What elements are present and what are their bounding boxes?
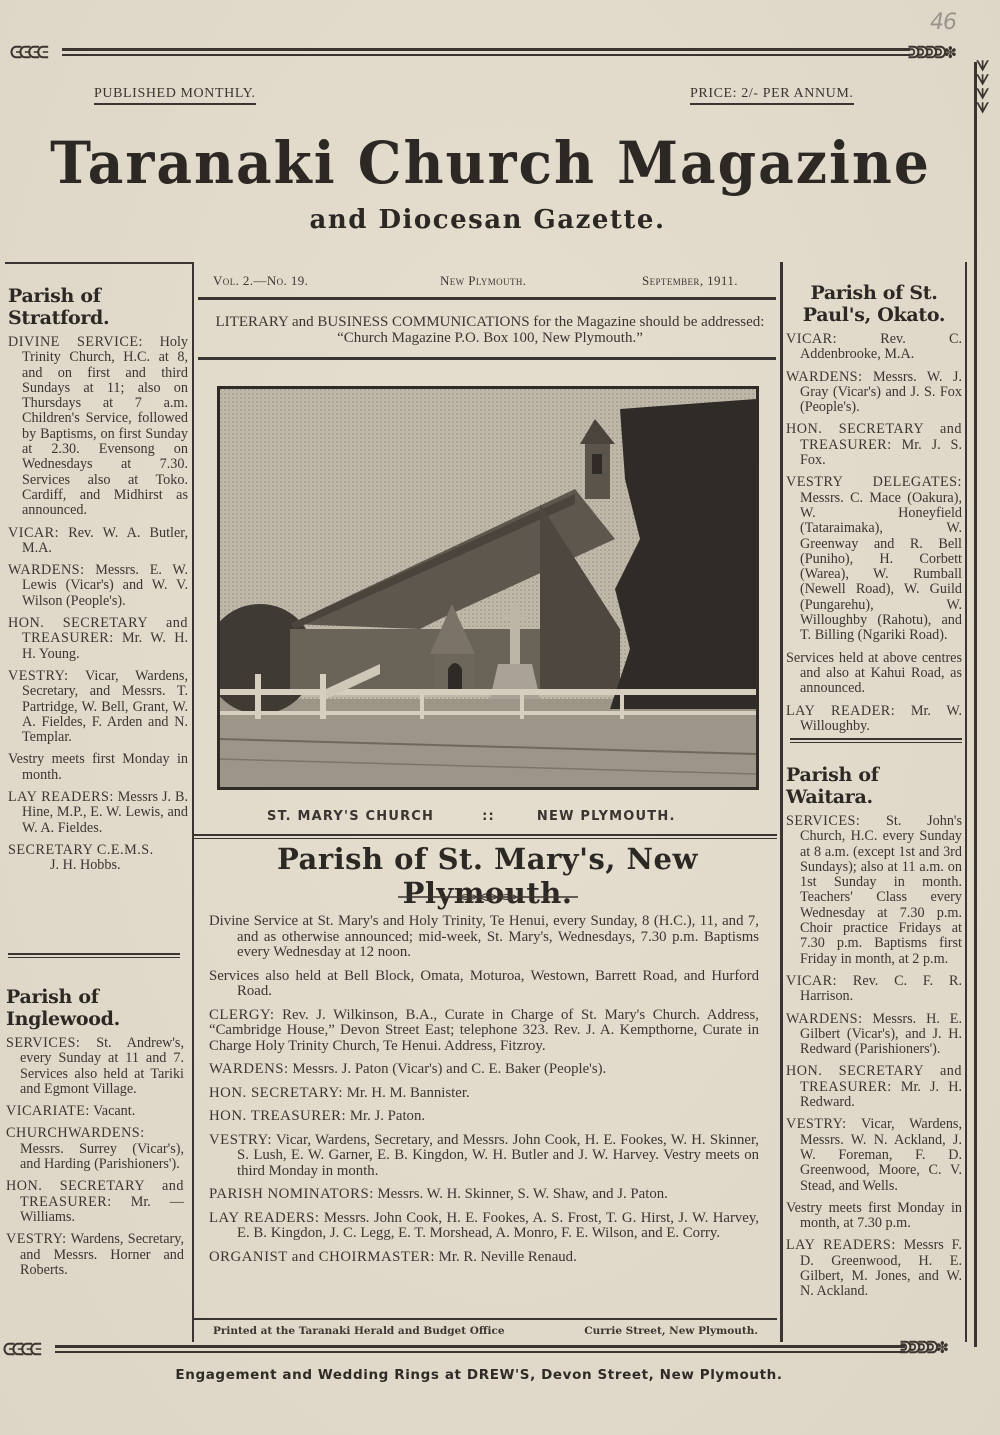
waitara-services: SERVICES: St. John's Church, H.C. every Sunday at 8 a.m. (except 1st and 3rd Sundays); also at 11 a.m. on 1st Sunday in month. Teachers' Class every Wednesday at 7.30 p.m. Choir practice Fridays at 7.30 p.m. Baptisms first Friday in month, at 2 p.m.	[786, 813, 962, 967]
parish-stratford	[8, 285, 188, 881]
parish-okato	[786, 282, 962, 741]
right-column-section-rule	[790, 738, 962, 743]
waitara-vestry: VESTRY: Vicar, Wardens, Messrs. W. N. Ackland, J. W. Foreman, F. D. Greenwood, Moore, C. V. Stead, and Wells.	[786, 1116, 962, 1194]
inglewood-vicariate: VICARIATE: Vacant.	[6, 1103, 136, 1120]
photo-caption	[200, 809, 775, 824]
bottom-right-ornament-icon: ᕲᕲᕲᕲ✽	[900, 1338, 947, 1357]
st-marys-wardens: WARDENS: Messrs. J. Paton (Vicar's) and C. E. Baker (People's).	[209, 1061, 607, 1077]
stratford-secretary: HON. SECRETARY and TREASURER: Mr. W. H. H. Young.	[8, 615, 188, 662]
caption-separator: ::	[482, 809, 495, 824]
st-marys-divine-service: Divine Service at St. Mary's and Holy Trinity, Te Henui, every Sunday, 8 (H.C.), 11, and 7, and as otherwise announced; mid-week, St. Mary's, Wednesdays, 7.30 p.m. Baptisms every Wednesday at 12 noon.	[209, 913, 759, 960]
masthead-subtitle: and Diocesan Gazette.	[309, 205, 666, 235]
tulip-ornament-icon: ᗐ ᗐ ᗐ ᗐ	[976, 59, 990, 117]
okato-vicar: VICAR: Rev. C. Addenbrooke, M.A.	[786, 331, 962, 363]
okato-vestry-delegates: VESTRY DELEGATES: Messrs. C. Mace (Oakura), W. Honeyfield (Tataraimaka), W. Greenway and R. Bell (Puniho), H. Corbett (Warea), W. Rumball (Newell Road), W. Guild (Pungarehu), W. Willoughby (Rahotu), and T. Billing (Ngariki Road).	[786, 474, 962, 644]
stratford-lay-readers: LAY READERS: Messrs J. B. Hine, M.P., E. W. Lewis, and W. A. Fieldes.	[8, 789, 188, 836]
st-marys-secretary: HON. SECRETARY: Mr. H. M. Bannister.	[209, 1084, 470, 1101]
issue-volume: Vol. 2.—No. 19.	[213, 273, 309, 288]
bottom-left-ornament-icon: ᕮᕮᕮᕮ	[3, 1340, 39, 1359]
st-marys-clergy: CLERGY: Rev. J. Wilkinson, B.A., Curate in Charge of St. Mary's Church. Address, “Cambridge House,” Devon Street East; telephone 323. Rev. J. A. Kempthorne, Curate in Charge Holy Trinity Church, Te Henui. Address, Fitzroy.	[209, 1006, 759, 1054]
inglewood-title: Parish of Inglewood.	[6, 986, 120, 1030]
st-marys-details	[209, 914, 759, 1273]
stratford-vestry: VESTRY: Vicar, Wardens, Secretary, and Messrs. T. Partridge, W. Bell, Grant, W. A. Fieldes, F. Arden and N. Templar.	[8, 667, 188, 746]
right-column-inner-border	[965, 262, 967, 1342]
masthead-title: Taranaki Church Magazine	[50, 128, 931, 197]
stratford-wardens: WARDENS: Messrs. E. W. Lewis (Vicar's) and W. V. Wilson (People's).	[8, 562, 188, 609]
issue-rule	[198, 297, 776, 300]
parish-inglewood	[6, 986, 184, 1285]
stratford-vicar: VICAR: Rev. W. A. Butler, M.A.	[8, 524, 188, 556]
waitara-vestry-meets: Vestry meets first Monday in month, at 7.30 p.m.	[786, 1199, 962, 1232]
okato-lay-reader: LAY READER: Mr. W. Willoughby.	[786, 702, 962, 734]
st-marys-nominators: PARISH NOMINATORS: Messrs. W. H. Skinner, S. W. Shaw, and J. Paton.	[209, 1186, 668, 1202]
st-marys-other-services: Services also held at Bell Block, Omata, Moturoa, Westown, Barrett Road, and Hurford Road.	[209, 967, 759, 999]
price: PRICE: 2/- PER ANNUM.	[690, 86, 854, 105]
printer-rule	[193, 1318, 777, 1320]
printer-name: Printed at the Taranaki Herald and Budget Office	[213, 1325, 505, 1337]
waitara-secretary: HON. SECRETARY and TREASURER: Mr. J. H. Redward.	[786, 1063, 962, 1111]
waitara-title: Parish of Waitara.	[786, 764, 879, 808]
printer-line	[213, 1325, 758, 1337]
published-monthly: PUBLISHED MONTHLY.	[94, 86, 256, 105]
top-border-rule	[62, 48, 910, 56]
inglewood-secretary: HON. SECRETARY and TREASURER: Mr. — Williams.	[6, 1178, 184, 1225]
okato-wardens: WARDENS: Messrs. W. J. Gray (Vicar's) and J. S. Fox (People's).	[786, 368, 962, 416]
notice-rule	[198, 357, 776, 360]
stratford-divine-service: DIVINE SERVICE: Holy Trinity Church, H.C. at 8, and on first and third Sundays at 11; also on Thursdays at 7 a.m. Children's Service, followed by Baptisms, on first Sunday at 2.30. Evensong on Wednesdays at 7.30. Services also at Toko. Cardiff, and Midhirst as announced.	[8, 334, 188, 519]
printer-address: Currie Street, New Plymouth.	[584, 1325, 758, 1337]
parish-waitara	[786, 764, 962, 1307]
caption-right: NEW PLYMOUTH.	[536, 809, 676, 824]
st-marys-lay-readers: LAY READERS: Messrs. John Cook, H. E. Fookes, A. S. Frost, T. G. Hirst, J. W. Harvey, E. B. Kingdon, J. C. Legg, E. T. Morshead, A. Monro, F. E. Wilson, and E. Corry.	[209, 1209, 760, 1241]
inglewood-services: SERVICES: St. Andrew's, every Sunday at 11 and 7. Services also held at Tariki and Egmont Village.	[6, 1035, 184, 1097]
inglewood-vestry: VESTRY: Wardens, Secretary, and Messrs. Horner and Roberts.	[6, 1231, 184, 1278]
okato-secretary: HON. SECRETARY and TREASURER: Mr. J. S. Fox.	[786, 421, 962, 469]
issue-date: September, 1911.	[642, 273, 738, 288]
stratford-vestry-meets: Vestry meets first Monday in month.	[8, 751, 188, 783]
issue-place: New Plymouth.	[440, 273, 527, 288]
left-column-top-rule	[5, 262, 193, 264]
caption-rule	[193, 834, 777, 839]
right-column-divider	[780, 262, 782, 1342]
drews-advert: Engagement and Wedding Rings at DREW'S, Devon Street, New Plymouth.	[175, 1367, 783, 1383]
st-marys-organist: ORGANIST and CHOIRMASTER: Mr. R. Neville Renaud.	[209, 1248, 577, 1265]
waitara-lay-readers: LAY READERS: Messrs F. D. Greenwood, H. E. Gilbert, M. Jones, and W. N. Ackland.	[786, 1237, 962, 1300]
page-number: 46	[930, 10, 956, 35]
communications-notice: LITERARY and BUSINESS COMMUNICATIONS for the Magazine should be addressed: “Church Magazine P.O. Box 100, New Plymouth.”	[215, 314, 765, 346]
waitara-wardens: WARDENS: Messrs. H. E. Gilbert (Vicar's), and J. H. Redward (Parishioners').	[786, 1010, 962, 1058]
okato-title: Parish of St. Paul's, Okato.	[802, 282, 946, 326]
st-marys-vestry: VESTRY: Vicar, Wardens, Secretary, and Messrs. John Cook, H. E. Fookes, W. H. Skinner, S. Lush, E. W. Garner, E. B. Kingdon, W. H. Butler and J. W. Harvey. Vestry meets on third Monday in month.	[209, 1131, 759, 1179]
waitara-vicar: VICAR: Rev. C. F. R. Harrison.	[786, 972, 962, 1005]
right-border-rule	[974, 62, 977, 1347]
stratford-title: Parish of Stratford.	[8, 285, 110, 329]
st-marys-title: Parish of St. Mary's, New Plymouth.	[277, 842, 698, 910]
inglewood-churchwardens: CHURCHWARDENS: Messrs. Surrey (Vicar's), and Harding (Parishioners').	[6, 1125, 184, 1173]
left-column-section-rule	[8, 953, 180, 958]
okato-services: Services held at above centres and also at Kahui Road, as announced.	[786, 649, 962, 697]
church-photo	[217, 386, 759, 790]
left-ornament-icon: ᕮᕮᕮᕮ	[10, 43, 46, 62]
flourish-divider-icon	[398, 893, 578, 901]
right-ornament-icon: ᕲᕲᕲᕲ✽	[908, 43, 955, 62]
stratford-cems-secretary: SECRETARY C.E.M.S. J. H. Hobbs.	[8, 841, 154, 874]
bottom-border-rule	[55, 1345, 905, 1353]
caption-left: ST. MARY'S CHURCH	[267, 809, 435, 824]
st-marys-treasurer: HON. TREASURER: Mr. J. Paton.	[209, 1108, 426, 1124]
church-illustration-icon	[220, 389, 756, 787]
